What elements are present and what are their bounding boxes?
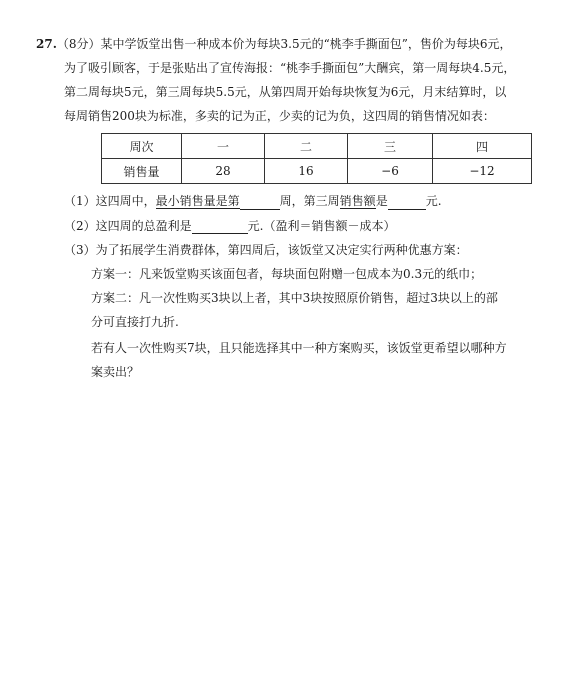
table-row-label: 销售量: [102, 159, 182, 184]
answer-blank-3[interactable]: [192, 220, 248, 234]
question-line-2: 为了吸引顾客，于是张贴出了宣传海报：“桃李手撕面包”大酬宾，第一周每块4.5元，: [64, 61, 516, 75]
table-cell: 16: [265, 159, 348, 184]
table-cell: −6: [348, 159, 433, 184]
question-number: 27.: [36, 37, 57, 51]
sub1-suffix: 元.: [425, 194, 442, 208]
question-line-1: [36, 36, 512, 52]
plan-2-line-2: 分可直接打九折.: [91, 315, 179, 329]
sub-question-3: （3）为了拓展学生消费群体，第四周后，该饭堂又决定实行两种优惠方案：: [64, 243, 468, 257]
question-ask-line-1: 若有人一次性购买7块，且只能选择其中一种方案购买，该饭堂更希望以哪种方: [91, 341, 507, 355]
sub-question-1: [64, 193, 442, 210]
table-header-cell: 三: [348, 134, 433, 159]
table-row: [102, 159, 532, 184]
table-cell: 28: [182, 159, 265, 184]
answer-blank-2[interactable]: [388, 196, 426, 210]
sub1-is-text: 是: [375, 194, 388, 208]
plan-2-line-1: 方案二：凡一次性购买3块以上者，其中3块按照原价销售，超过3块以上的部: [91, 291, 498, 305]
sub1-sales-amount-text: 销售额: [339, 194, 376, 208]
table-header-row: [102, 134, 532, 159]
sub2-prefix: （2）这四周的总盈利是: [64, 219, 192, 233]
sub1-min-sales-text: 最小销售量是第: [155, 194, 240, 208]
sales-table: [101, 133, 532, 184]
question-text-1: 某中学饭堂出售一种成本价为每块3.5元的“桃李手撕面包”，售价为每块6元，: [100, 37, 512, 51]
answer-blank-1[interactable]: [240, 196, 280, 210]
table-header-cell: 一: [182, 134, 265, 159]
table-header-cell: 二: [265, 134, 348, 159]
sub-question-2: [64, 218, 395, 234]
question-line-3: 第二周每块5元，第三周每块5.5元，从第四周开始每块恢复为6元，月末结算时，以: [64, 85, 507, 99]
sub1-prefix: （1）这四周中，: [64, 194, 156, 208]
question-ask-line-2: 案卖出？: [91, 365, 140, 379]
sub1-week-text: 周，第三周: [279, 194, 340, 208]
table-header-cell: 四: [433, 134, 532, 159]
question-line-4: 每周销售200块为标准，多卖的记为正，少卖的记为负，这四周的销售情况如表：: [64, 109, 495, 123]
table-header-cell: 周次: [102, 134, 182, 159]
question-points: （8分）: [56, 37, 101, 51]
table-cell: −12: [433, 159, 532, 184]
plan-1: 方案一：凡来饭堂购买该面包者，每块面包附赠一包成本为0.3元的纸巾；: [91, 267, 483, 281]
sub2-suffix: 元.（盈利＝销售额－成本）: [247, 219, 396, 233]
